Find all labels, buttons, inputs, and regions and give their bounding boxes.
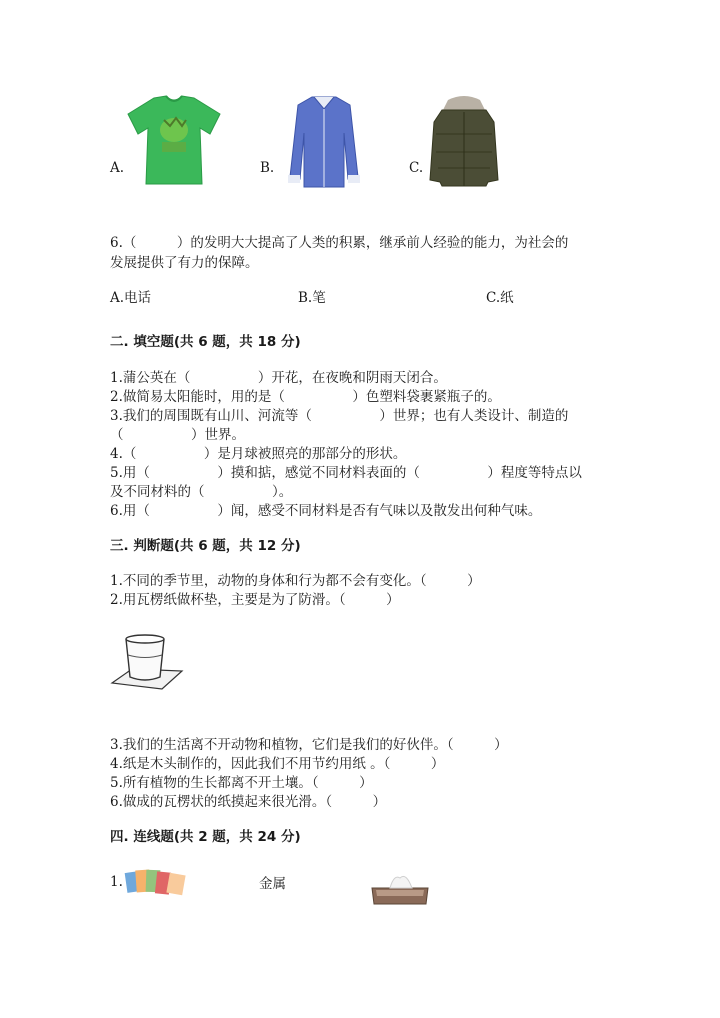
tissue-box-image — [368, 872, 432, 908]
fill-line-5: 4.（ ）是月球被照亮的那部分的形状。 — [110, 446, 407, 462]
section-2-title: 二. 填空题(共 6 题，共 18 分) — [110, 334, 301, 350]
match-item-number: 1. — [110, 874, 123, 890]
q6-line-1: 6.（ ）的发明大大提高了人类的积累，继承前人经验的能力，为社会的 — [110, 235, 569, 251]
glass-on-coaster-image — [110, 633, 184, 693]
colored-paper-image — [124, 866, 190, 898]
match-material-metal: 金属 — [259, 876, 286, 892]
option-b-label: B. — [260, 160, 275, 176]
fill-line-4: （ ）世界。 — [110, 427, 245, 443]
fill-line-6: 5.用（ ）摸和掂，感觉不同材料表面的（ ）程度等特点以 — [110, 465, 582, 481]
option-a-label: A. — [110, 160, 125, 176]
option-c-label: C. — [409, 160, 424, 176]
q6-line-2: 发展提供了有力的保障。 — [110, 255, 259, 271]
judge-line-4: 4.纸是木头制作的，因此我们不用节约用纸 。（ ） — [110, 756, 445, 772]
judge-line-6: 6.做成的瓦楞状的纸摸起来很光滑。（ ） — [110, 794, 387, 810]
q6-option-b: B.笔 — [298, 290, 326, 306]
section-4-title: 四. 连线题(共 2 题，共 24 分) — [110, 829, 301, 845]
section-3-title: 三. 判断题(共 6 题，共 12 分) — [110, 538, 301, 554]
blue-shirt-image — [284, 93, 364, 189]
fill-line-8: 6.用（ ）闻，感受不同材料是否有气味以及散发出何种气味。 — [110, 503, 542, 519]
q6-option-a: A.电话 — [110, 290, 152, 306]
fill-line-1: 1.蒲公英在（ ）开花，在夜晚和阴雨天闭合。 — [110, 370, 447, 386]
padded-jacket-image — [428, 94, 500, 188]
fill-line-7: 及不同材料的（ ）。 — [110, 484, 293, 500]
judge-line-3: 3.我们的生活离不开动物和植物，它们是我们的好伙伴。（ ） — [110, 737, 508, 753]
judge-line-1: 1.不同的季节里，动物的身体和行为都不会有变化。（ ） — [110, 573, 481, 589]
judge-line-5: 5.所有植物的生长都离不开土壤。（ ） — [110, 775, 373, 791]
fill-line-2: 2.做简易太阳能时，用的是（ ）色塑料袋裹紧瓶子的。 — [110, 389, 501, 405]
judge-line-2: 2.用瓦楞纸做杯垫，主要是为了防滑。（ ） — [110, 592, 400, 608]
q6-option-c: C.纸 — [486, 290, 514, 306]
fill-line-3: 3.我们的周围既有山川、河流等（ ）世界；也有人类设计、制造的 — [110, 408, 569, 424]
green-tshirt-image — [124, 92, 224, 188]
